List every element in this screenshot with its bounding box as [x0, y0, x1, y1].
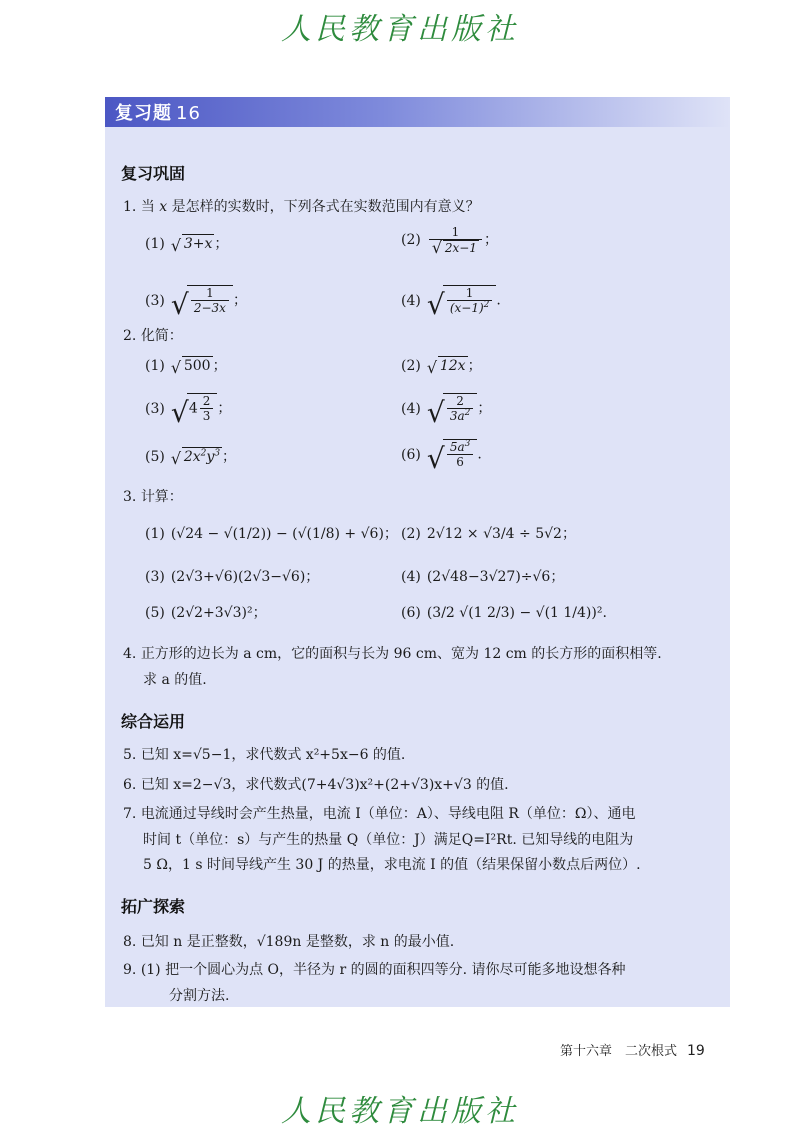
section-heading-consolidate: 复习巩固 [121, 164, 186, 183]
q3-item-5: (5) (2√2+3√3)²； [145, 605, 267, 621]
q2-item-5: (5)√ $2x^2y^3$ ； [145, 447, 236, 466]
numerator: √ 1 [465, 286, 474, 300]
denominator: 3 [200, 408, 214, 423]
question-4 [123, 645, 662, 663]
exponent: 2 [464, 408, 471, 418]
denominator: 2−3x [191, 300, 229, 315]
q3-label: 3. [123, 489, 137, 505]
expression: (2√2+3√3)² [170, 605, 253, 621]
q7-line-2: 时间 t（单位：s）与产生的热量 Q（单位：J）满足Q=I²Rt. 已知导线的电阻为 [143, 832, 634, 848]
q2-prompt: 化简： [140, 328, 183, 344]
chapter-label: 第十六章 二次根式 [560, 1044, 678, 1059]
publisher-watermark-bottom: 人民教育出版社 [281, 1094, 519, 1129]
numerator: 5a [449, 440, 465, 454]
q9-text: (1) 把一个圆心为点 O，半径为 r 的圆的面积四等分. 请你尽可能多地设想各种 [140, 962, 626, 978]
q2-item-4: (4) √ $\frac{2}{3a^2}$ ； [401, 393, 491, 423]
panel-title-text: 复习题 [115, 103, 172, 124]
item-label: (2) [401, 526, 421, 542]
q2-label: 2. [123, 328, 137, 344]
item-label: (1) [145, 358, 165, 374]
expression: (2√48−3√27)÷√6 [426, 569, 551, 585]
expression: 2√12 × √3/4 ÷ 5√2 [426, 526, 562, 542]
q6-label: 6. [123, 777, 137, 793]
q1-item-2: (2) 1 √ 2x−1 ； [401, 225, 498, 255]
q8-text: 已知 n 是正整数，√189n 是整数，求 n 的最小值. [140, 934, 455, 950]
item-label: (3) [145, 400, 165, 417]
question-7 [123, 805, 636, 823]
page-footer [560, 1040, 730, 1059]
item-label: (2) [401, 358, 421, 374]
q1-item-3: (3) √ $\frac{1}{2-3x}$ ； [145, 285, 247, 315]
review-panel [105, 97, 730, 1007]
radicand: 12x [439, 358, 466, 374]
question-6 [123, 776, 509, 794]
section-heading-apply: 综合运用 [121, 712, 186, 731]
q3-item-3: (3) (2√3+√6)(2√3−√6)； [145, 569, 320, 585]
item-label: (1) [145, 526, 165, 542]
q2-item-6: (6) √ $\frac{5a^3}{6}$ . [401, 439, 482, 469]
item-label: (4) [401, 569, 421, 585]
radicand: 3+x [183, 236, 213, 252]
expression: (3/2 √(1 2/3) − √(1 1/4))² [426, 605, 603, 621]
question-2 [123, 327, 183, 345]
q9-label: 9. [123, 962, 137, 978]
section-heading-extend: 拓广探索 [121, 897, 186, 916]
question-1 [123, 198, 480, 216]
question-8 [123, 933, 454, 951]
question-3 [123, 488, 183, 506]
q8-label: 8. [123, 934, 137, 950]
exponent: 3 [214, 448, 221, 459]
q3-item-1: (1) (√24 − √(1/2)) − (√(1/8) + √6)； [145, 526, 398, 542]
numerator: √ 2 [456, 394, 464, 408]
item-label: (4) [401, 292, 421, 309]
q3-prompt: 计算： [140, 489, 183, 505]
numerator: 1 [451, 225, 460, 239]
numerator: √ 1 [206, 286, 214, 300]
radicand-part: y [206, 449, 215, 465]
q1-prompt: 当 [140, 199, 155, 215]
q5-text: 已知 x=√5−1，求代数式 x²+5x−6 的值. [140, 747, 406, 763]
q4-text: 正方形的边长为 a cm，它的面积与长为 96 cm、宽为 12 cm 的长方形的面积相等. [140, 646, 662, 662]
denominator: 3a [449, 409, 465, 423]
q1-var: x [159, 199, 168, 215]
exponent: 3 [464, 439, 471, 449]
item-label: (6) [401, 605, 421, 621]
q3-item-2: (2) 2√12 × √3/4 ÷ 5√2； [401, 526, 576, 542]
q4-continuation: 求 a 的值. [143, 672, 207, 688]
q7-line-3: 5 Ω，1 s 时间导线产生 30 J 的热量，求电流 I 的值（结果保留小数点后两位）. [143, 857, 641, 873]
q7-text: 电流通过导线时会产生热量，电流 I（单位：A）、导线电阻 R（单位：Ω）、通电 [140, 806, 636, 822]
panel-title-number: 16 [176, 103, 201, 124]
item-label: (5) [145, 605, 165, 621]
q5-label: 5. [123, 747, 137, 763]
q1-item-4: (4) √ $\frac{1}{(x-1)^2}$ . [401, 285, 501, 315]
q2-item-2: (2)√ 12x ； [401, 356, 482, 375]
q4-label: 4. [123, 646, 137, 662]
item-label: (6) [401, 446, 421, 463]
item-label: (2) [401, 232, 421, 248]
q3-item-6: (6) (3/2 √(1 2/3) − √(1 1/4))². [401, 605, 607, 621]
panel-title [115, 99, 201, 125]
exponent: 2 [200, 448, 207, 459]
q1-item-1: (1)√ 3+x ； [145, 234, 228, 253]
item-label: (5) [145, 449, 165, 465]
question-5 [123, 746, 405, 764]
q3-item-4: (4) (2√48−3√27)÷√6； [401, 569, 565, 585]
q1-label: 1. [123, 199, 137, 215]
integer-part: 4 [188, 400, 198, 417]
item-label: (1) [145, 236, 165, 252]
panel-header [105, 97, 730, 127]
radicand: 2x−1 [444, 241, 477, 255]
exponent: 2 [483, 300, 490, 310]
page-number: 19 [687, 1043, 705, 1059]
q7-label: 7. [123, 806, 137, 822]
q9-continuation: 分割方法. [169, 988, 230, 1004]
item-label: (3) [145, 569, 165, 585]
item-label: (3) [145, 292, 165, 309]
question-9 [123, 961, 626, 979]
radicand-part: 2x [183, 449, 201, 465]
radicand: 500 [183, 358, 211, 374]
denominator: (x−1) [449, 301, 484, 315]
q2-item-1: (1)√ 500 ； [145, 356, 227, 375]
publisher-watermark-top: 人民教育出版社 [281, 12, 519, 47]
numerator: 2 [202, 394, 211, 408]
q6-text: 已知 x=2−√3，求代数式(7+4√3)x²+(2+√3)x+√3 的值. [140, 777, 509, 793]
expression: (√24 − √(1/2)) − (√(1/8) + √6) [170, 526, 384, 542]
denominator: 6 [447, 454, 474, 469]
item-label: (4) [401, 400, 421, 417]
q2-item-3: (3)√ 4 $\frac{2}{3}$ ； [145, 393, 231, 423]
expression: (2√3+√6)(2√3−√6) [170, 569, 306, 585]
q1-rest: 是怎样的实数时，下列各式在实数范围内有意义？ [171, 199, 480, 215]
